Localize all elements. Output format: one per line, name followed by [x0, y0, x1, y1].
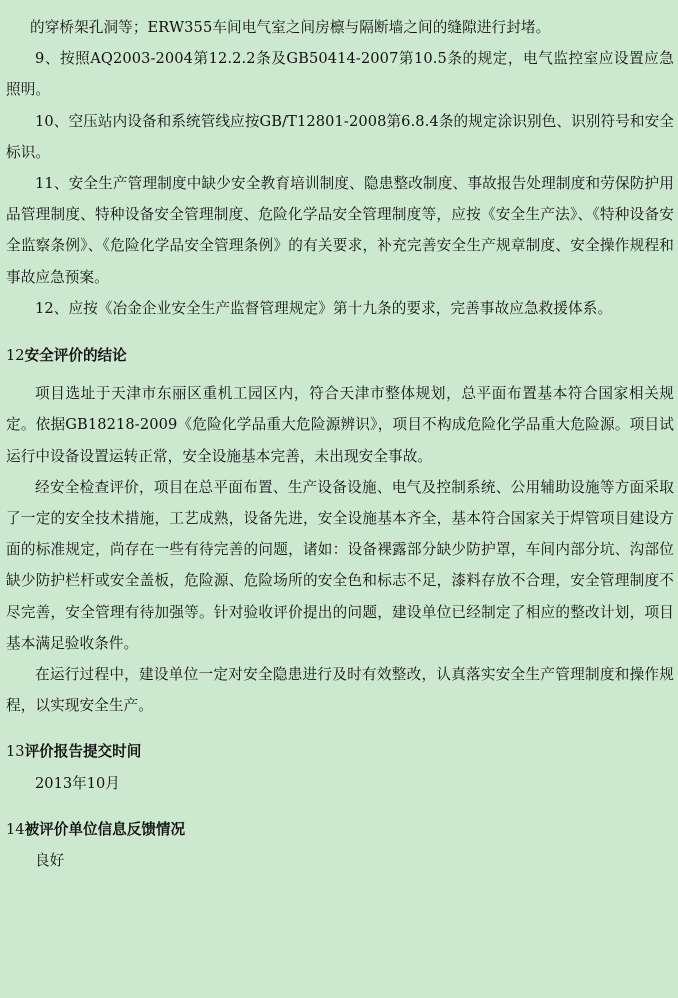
section-number: 14 [6, 820, 25, 838]
section-title: 评价报告提交时间 [24, 743, 142, 761]
conclusion-paragraph: 项目选址于天津市东丽区重机工园区内，符合天津市整体规划，总平面布置基本符合国家相关规定。依据GB18218-2009《危险化学品重大危险源辨识》，项目不构成危险化学品重大危险源。项目试运行中设备设置运转正常，安全设施基本完善，未出现安全事故。 [6, 385, 674, 465]
section-title: 被评价单位信息反馈情况 [24, 820, 186, 838]
submission-date: 2013年10月 [35, 774, 120, 792]
section-title: 安全评价的结论 [24, 347, 127, 365]
section-number: 13 [6, 743, 25, 761]
recommendation-item-12: 12、应按《冶金企业安全生产监督管理规定》第十九条的要求，完善事故应急救援体系。 [35, 299, 613, 317]
continuation-paragraph: 的穿桥架孔洞等；ERW355车间电气室之间房檩与隔断墙之间的缝隙进行封堵。 [30, 19, 551, 36]
recommendation-item-9: 9、按照AQ2003-2004第12.2.2条及GB50414-2007第10.5条的规定，电气监控室应设置应急照明。 [6, 50, 674, 99]
section-heading-conclusion [6, 340, 674, 371]
recommendation-item-10: 10、空压站内设备和系统管线应按GB/T12801-2008第6.8.4条的规定涂识别色、识别符号和安全标识。 [6, 112, 674, 161]
conclusion-paragraph: 经安全检查评价，项目在总平面布置、生产设备设施、电气及控制系统、公用辅助设施等方面采取了一定的安全技术措施，工艺成熟，设备先进，安全设施基本齐全，基本符合国家关于焊管项目建设方面的标准规定，尚存在一些有待完善的问题，诸如：设备裸露部分缺少防护罩，车间内部分坑、沟部位缺少防护栏杆或安全盖板，危险源、危险场所的安全色和标志不足，漆料存放不合理，安全管理制度不尽完善，安全管理有待加强等。针对验收评价提出的问题，建设单位已经制定了相应的整改计划，项目基本满足验收条件。 [6, 478, 674, 652]
conclusion-paragraph: 在运行过程中，建设单位一定对安全隐患进行及时有效整改，认真落实安全生产管理制度和操作规程，以实现安全生产。 [6, 666, 674, 715]
section-heading-feedback [6, 814, 674, 845]
section-heading-submission-time [6, 736, 674, 767]
feedback-value: 良好 [35, 852, 65, 870]
section-number: 12 [6, 347, 25, 365]
recommendation-item-11: 11、安全生产管理制度中缺少安全教育培训制度、隐患整改制度、事故报告处理制度和劳保防护用品管理制度、特种设备安全管理制度、危险化学品安全管理制度等，应按《安全生产法》、《特种设备安全监察条例》、《危险化学品安全管理条例》的有关要求，补充完善安全生产规章制度、安全操作规程和事故应急预案。 [6, 175, 674, 286]
